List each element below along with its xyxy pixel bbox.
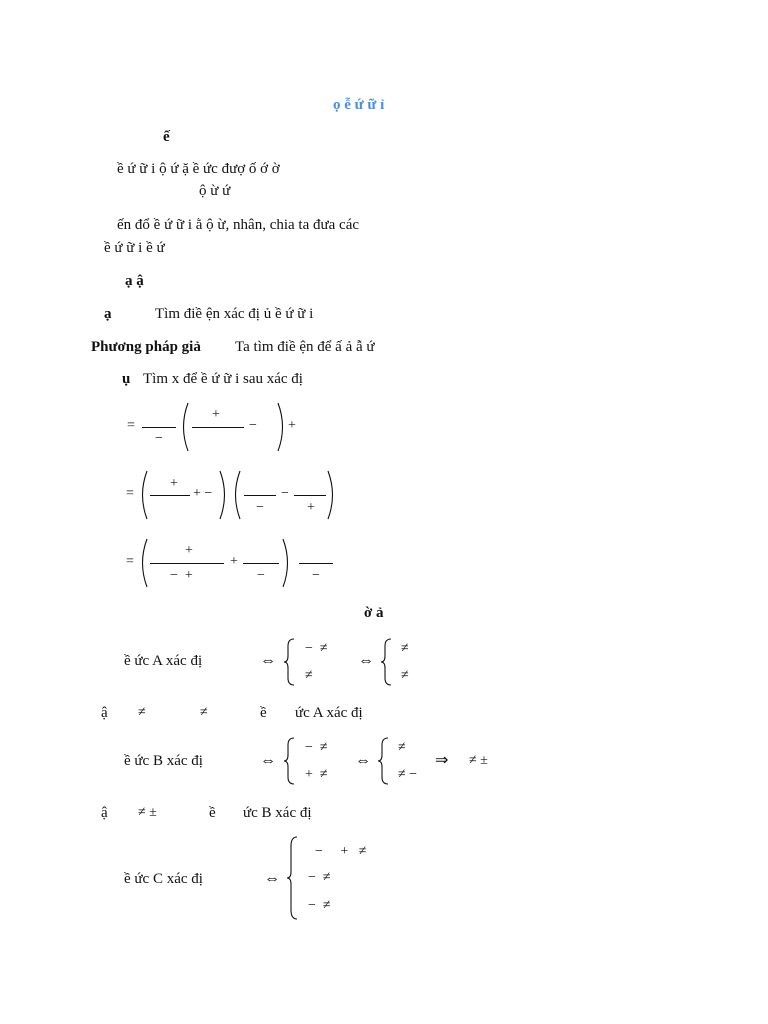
expr-c-eq: =	[126, 554, 134, 569]
concl-b-text: ức B xác đị	[243, 805, 312, 821]
intro-line-1: ề ứ ữ i ộ ứ ặ ề ức đượ ố ớ ờ	[117, 161, 280, 177]
expr-b-paren1-right	[218, 470, 230, 520]
cond-c-r1: − + ≠	[315, 844, 367, 859]
expr-c-frac2-bar	[243, 563, 279, 564]
method-label: Phương pháp giả	[91, 339, 201, 355]
cond-a-brace2	[381, 638, 393, 686]
concl-a-prefix: ậ	[101, 705, 108, 721]
cond-a-iff1: ⇔	[260, 652, 276, 669]
expr-c-paren-left	[137, 538, 149, 588]
expr-b-plus: + −	[193, 486, 213, 501]
cond-c-brace	[287, 836, 299, 920]
example-text: Tìm x để ề ứ ữ i sau xác đị	[143, 371, 303, 387]
cond-a-sys1-r1: − ≠	[305, 641, 328, 656]
expr-b-eq: =	[126, 486, 134, 501]
intro-line-2: ộ ừ ứ	[199, 183, 231, 199]
para2-line-1: ến đổ ề ứ ữ i ằ ộ ừ, nhân, chia ta đưa các	[117, 217, 360, 233]
cond-b-brace1	[284, 737, 296, 785]
cond-b-sys1-r2: + ≠	[305, 767, 328, 782]
cond-b-implies: ⇒	[435, 752, 449, 769]
cond-b-brace2	[378, 737, 390, 785]
cond-a-iff2: ⇔	[358, 652, 374, 669]
expr-c-den3: −	[312, 568, 320, 583]
doc-title: ọ ễ ứ ữ ỉ	[333, 97, 385, 113]
cond-c-iff: ⇔	[264, 870, 280, 887]
expr-b-paren1-left	[137, 470, 149, 520]
expr-b-den1: −	[256, 500, 264, 515]
para2-line-2: ề ứ ữ i ề ứ	[104, 240, 165, 256]
expr-b-frac2-bar	[244, 495, 276, 496]
heading-1: ế	[163, 129, 170, 145]
expr-a-left-paren	[178, 402, 190, 452]
concl-a-ne1: ≠	[138, 705, 146, 720]
expr-b-den2: +	[307, 500, 315, 515]
cond-b-label: ề ức B xác đị	[124, 753, 203, 769]
expr-c-paren-right	[281, 538, 293, 588]
cond-b-sys2-r2: ≠ −	[398, 767, 418, 782]
method-text: Ta tìm điề ện để ấ ả ẫ ứ	[235, 339, 375, 355]
section-heading: ạ ậ	[125, 273, 144, 289]
expr-c-den1: − +	[170, 568, 193, 583]
cond-b-result: ≠ ±	[469, 753, 488, 768]
concl-a-mid: ề	[260, 705, 267, 721]
cond-c-r2: − ≠	[308, 870, 331, 885]
cond-a-brace1	[284, 638, 296, 686]
cond-a-sys2-r1: ≠	[401, 641, 409, 656]
concl-a-text: ức A xác đị	[295, 705, 363, 721]
expr-b-frac3-bar	[294, 495, 326, 496]
cond-a-label: ề ức A xác đị	[124, 653, 203, 669]
concl-b-prefix: ậ	[101, 805, 108, 821]
concl-b-ne: ≠ ±	[138, 805, 157, 820]
expr-a-num1: +	[212, 407, 220, 422]
expr-c-frac1-bar	[150, 563, 224, 564]
expr-b-paren2-left	[230, 470, 242, 520]
expr-b-num1: +	[170, 476, 178, 491]
example-label: ụ	[122, 371, 131, 387]
cond-b-sys1-r1: − ≠	[305, 740, 328, 755]
expr-b-minus: −	[281, 486, 289, 501]
dang-text: Tìm điề ện xác đị ủ ề ứ ữ i	[155, 306, 314, 322]
cond-a-sys2-r2: ≠	[401, 668, 409, 683]
expr-b-paren2-right	[326, 470, 338, 520]
expr-a-frac2-bar	[192, 427, 244, 428]
expr-a-plus: +	[288, 418, 296, 433]
cond-b-iff2: ⇔	[355, 752, 371, 769]
expr-c-den2: −	[257, 568, 265, 583]
answer-heading: ờ ả	[364, 605, 384, 621]
concl-a-ne2: ≠	[200, 705, 208, 720]
cond-c-label: ề ức C xác đị	[124, 871, 203, 887]
cond-a-sys1-r2: ≠	[305, 668, 313, 683]
expr-c-plus: +	[230, 554, 238, 569]
cond-c-r3: − ≠	[308, 898, 331, 913]
expr-a-frac1-bar	[142, 427, 176, 428]
expr-a-minus: −	[249, 418, 257, 433]
expr-b-frac1-bar	[150, 495, 190, 496]
expr-a-den1: −	[155, 431, 163, 446]
expr-a-right-paren	[276, 402, 288, 452]
expr-a-eq: =	[127, 418, 135, 433]
expr-c-frac3-bar	[299, 563, 333, 564]
concl-b-mid: ề	[209, 805, 216, 821]
dang-label: ạ	[104, 306, 112, 322]
cond-b-iff1: ⇔	[260, 752, 276, 769]
expr-c-num1: +	[185, 543, 193, 558]
cond-b-sys2-r1: ≠	[398, 740, 406, 755]
